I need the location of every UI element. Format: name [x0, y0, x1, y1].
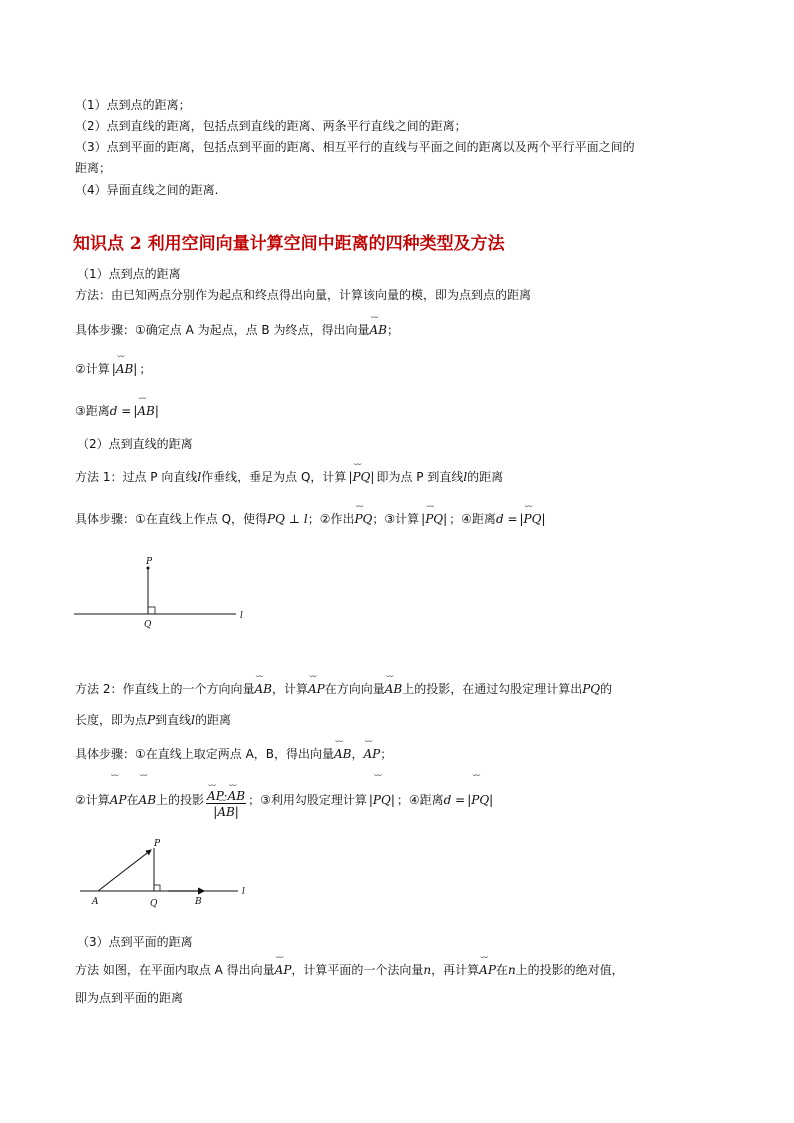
vector-ap: ⌣⌣ AP: [479, 962, 496, 978]
section-title: 知识点 2 利用空间向量计算空间中距离的四种类型及方法: [73, 234, 505, 254]
intro-item-1: （1）点到点的距离；: [75, 98, 191, 112]
vector-pq: ⌣⌣ PQ: [471, 780, 489, 820]
part1-step3: ③距离d = |⌣⌣ AB|: [75, 403, 161, 419]
vector-ab: ⌣⌣ AB: [385, 681, 402, 697]
part1-method: 方法：由已知两点分别作为起点和终点得出向量，计算该向量的模，即为点到点的距离: [75, 288, 532, 302]
intro-item-3: （3）点到平面的距离，包括点到平面的距离、相互平行的直线与平面之间的距离以及两个平行平面之间的: [75, 140, 635, 154]
intro-item-3-cont: 距离；: [75, 161, 112, 175]
label-p: P: [146, 557, 153, 567]
vector-pq: ⌣⌣ PQ: [352, 469, 370, 485]
part2-method2-cont: 长度，即为点P到直线l的距离: [75, 713, 231, 727]
vector-ap: ⌣⌣ AP: [308, 681, 325, 697]
vector-ab: ⌣⌣ AB: [137, 403, 154, 419]
vector-pq: ⌣⌣ PQ: [524, 511, 542, 527]
figure-perpendicular: [72, 556, 252, 634]
part1-step1: 具体步骤：①确定点 A 为起点，点 B 为终点，得出向量⌣⌣ AB；: [75, 322, 399, 338]
vector-ap: ⌣⌣ AP: [110, 780, 127, 820]
part3-heading: （3）点到平面的距离: [77, 935, 193, 949]
vector-ap: ⌣⌣ AP: [364, 746, 381, 762]
label-a: A: [92, 897, 99, 907]
intro-item-4: （4）异面直线之间的距离.: [75, 183, 219, 197]
intro-item-2: （2）点到直线的距离，包括点到直线的距离、两条平行直线之间的距离；: [75, 119, 467, 133]
part2-method1: 方法 1：过点 P 向直线l作垂线，垂足为点 Q，计算 |⌣⌣ PQ| 即为点 P 到直线l的距离: [75, 469, 503, 485]
projection-fraction: ⌣⌣ $\frac{AP\cdot⌣⌣ AB}{|⌣⌣ AB|}$: [206, 782, 246, 819]
label-l: l: [240, 611, 243, 621]
label-b: B: [195, 897, 202, 907]
vector-ab: ⌣⌣ AB: [369, 322, 386, 338]
figure-projection: [78, 836, 256, 912]
part3-method-cont: 即为点到平面的距离: [75, 991, 184, 1005]
part2-steps2a: 具体步骤：①在直线上取定两点 A，B，得出向量⌣⌣ AB，⌣⌣ AP；: [75, 746, 392, 762]
part1-heading: （1）点到点的距离: [77, 267, 181, 281]
vector-ap: ⌣⌣ AP: [275, 962, 292, 978]
part1-step2: ②计算 |⌣⌣ AB| ；: [75, 361, 151, 377]
part2-steps2b: ②计算⌣⌣ AP在⌣⌣ AB上的投影 ⌣⌣ $\frac{AP\cdot⌣⌣ AB}{|⌣⌣ AB|}$ ；③利用勾股定理计算 |⌣⌣ PQ| ；④距离d = |⌣⌣ PQ|: [75, 780, 495, 820]
label-q: Q: [144, 620, 152, 630]
label-l: l: [242, 887, 245, 897]
part2-steps1: 具体步骤：①在直线上作点 Q，使得PQ ⊥ l；②作出⌣⌣ PQ；③计算 |⌣⌣ PQ| ；④距离d = |⌣⌣ PQ|: [75, 511, 548, 527]
vector-ab: ⌣⌣ AB: [334, 746, 351, 762]
vector-pq: ⌣⌣ PQ: [373, 780, 391, 820]
label-p: P: [154, 839, 161, 849]
part2-method2: 方法 2：作直线上的一个方向向量⌣⌣ AB，计算⌣⌣ AP在方向向量⌣⌣ AB上的投影，在通过勾股定理计算出PQ的: [75, 681, 612, 697]
part2-heading: （2）点到直线的距离: [77, 437, 193, 451]
vector-pq: ⌣⌣ PQ: [354, 511, 372, 527]
vector-ab: ⌣⌣ AB: [116, 361, 133, 377]
vector-ab: ⌣⌣ AB: [254, 681, 271, 697]
vector-pq: ⌣⌣ PQ: [425, 511, 443, 527]
part3-method: 方法 如图，在平面内取点 A 得出向量⌣⌣ AP，计算平面的一个法向量n，再计算⌣⌣ AP在n上的投影的绝对值，: [75, 962, 624, 978]
vector-ab: ⌣⌣ AB: [139, 780, 156, 820]
label-q: Q: [150, 899, 158, 909]
